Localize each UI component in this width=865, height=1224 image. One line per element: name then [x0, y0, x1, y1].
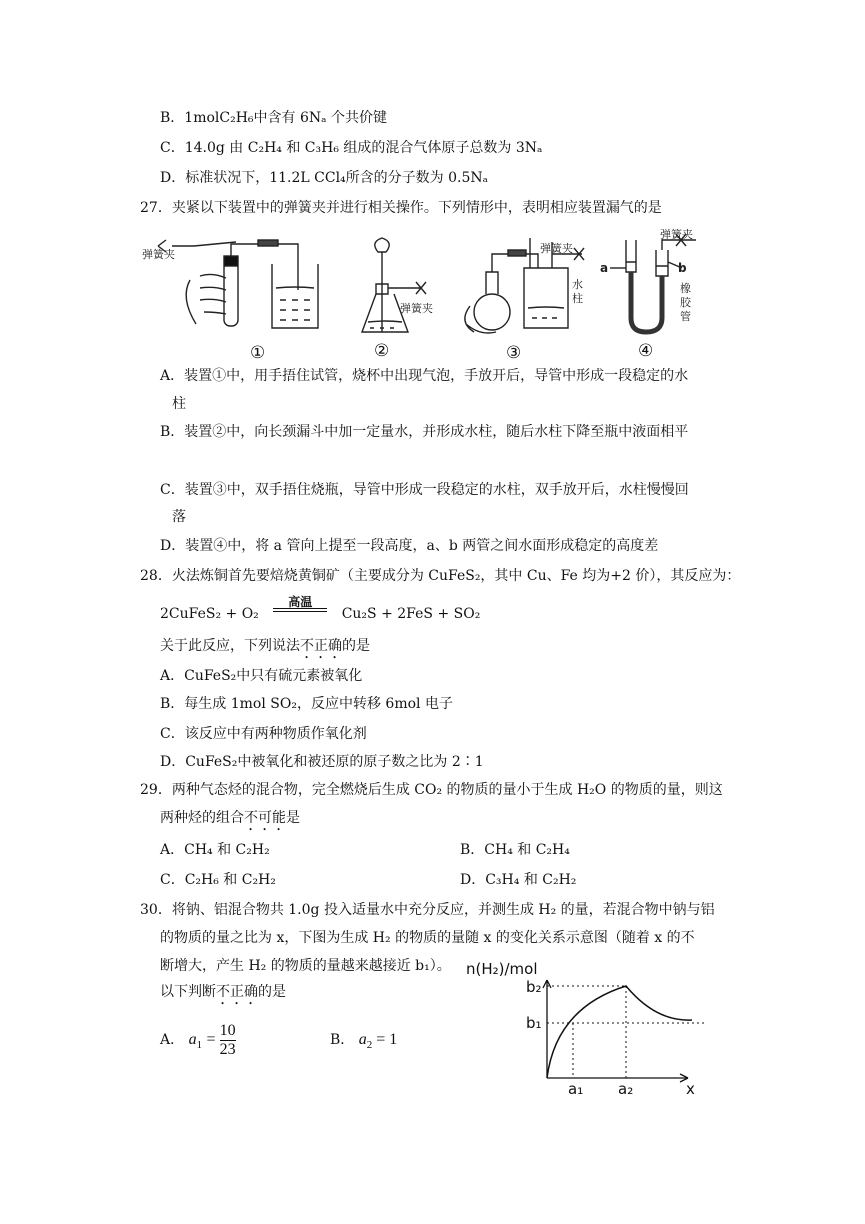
- device-number-2: ②: [374, 341, 390, 361]
- fraction-denominator: 23: [219, 1040, 236, 1058]
- q30-ask: [160, 982, 286, 1008]
- clip-label-2: 弹簧夹: [400, 302, 433, 315]
- q30-ask-text: 以下判断: [160, 984, 216, 1000]
- q28-equation: [160, 595, 481, 624]
- q28-option-c: C．该反应中有两种物质作氧化剂: [160, 726, 367, 742]
- q30-option-b: [330, 1018, 397, 1067]
- tube-a-label: a: [600, 261, 609, 275]
- q30-option-b-sub: 2: [366, 1038, 373, 1051]
- graph-a2-label: a₂: [618, 1080, 634, 1098]
- q30-option-b-var: a: [358, 1031, 367, 1048]
- device-number-3: ③: [506, 343, 522, 363]
- q30-option-b-label: B．: [330, 1032, 355, 1048]
- q29-option-c: C．C₂H₆ 和 C₂H₂: [160, 872, 276, 888]
- option-c-top: C．14.0g 由 C₂H₄ 和 C₃H₆ 组成的混合气体原子总数为 3Nₐ: [160, 140, 543, 156]
- q30-option-a-label: A．: [160, 1032, 185, 1048]
- q28-option-d: D．CuFeS₂中被氧化和被还原的原子数之比为 2∶1: [160, 754, 484, 770]
- graph-b2-label: b₂: [526, 978, 542, 996]
- device-number-4: ④: [638, 341, 654, 361]
- q30-stem-line3: 断增大，产生 H₂ 的物质的量越来越接近 b₁）。: [160, 958, 451, 974]
- rubber-tube-label-1: 橡: [680, 282, 691, 295]
- water-col-label-1: 水: [572, 278, 583, 291]
- q29-stem-emphasis: 不可能: [244, 810, 286, 826]
- device-1: [158, 240, 318, 328]
- equation-arrow: [263, 595, 337, 624]
- q28-ask: [160, 636, 370, 662]
- q27-option-a-line2: 柱: [172, 396, 186, 412]
- q30-option-a-eq: =: [206, 1031, 220, 1048]
- q28-option-a: A．CuFeS₂中只有硫元素被氧化: [160, 668, 363, 684]
- q30-ask-emphasis: 不正确: [216, 984, 258, 1000]
- device-number-1: ①: [250, 343, 266, 363]
- q30-option-a-sub: 1: [196, 1038, 203, 1051]
- device-2: [362, 238, 426, 332]
- rubber-tube-label-2: 胶: [680, 296, 691, 309]
- equation-products: Cu₂S + 2FeS + SO₂: [341, 606, 481, 622]
- q27-option-d: D．装置④中，将 a 管向上提至一段高度，a、b 两管之间水面形成稳定的高度差: [160, 538, 659, 554]
- graph-x-label: x: [686, 1080, 695, 1098]
- q30-stem-line2: 的物质的量之比为 x，下图为生成 H₂ 的物质的量随 x 的变化关系示意图（随着 x 的不: [160, 930, 695, 946]
- q28-option-b: B．每生成 1mol SO₂，反应中转移 6mol 电子: [160, 696, 453, 712]
- rubber-tube-label-3: 管: [680, 310, 691, 323]
- q27-option-a-line1: A．装置①中，用手捂住试管，烧杯中出现气泡，手放开后，导管中形成一段稳定的水: [160, 368, 689, 384]
- h2-curve: [547, 986, 692, 1078]
- q28-ask-emphasis: 不正确: [300, 638, 342, 654]
- clip-label-4: 弹簧夹: [660, 228, 693, 241]
- q27-option-c-line2: 落: [172, 509, 186, 525]
- graph-a1-label: a₁: [568, 1080, 584, 1098]
- q30-option-a-var: a: [188, 1031, 197, 1048]
- q29-option-b: B．CH₄ 和 C₂H₄: [460, 842, 570, 858]
- q30-option-a: [160, 1018, 236, 1067]
- q29-stem-end: 是: [286, 810, 300, 826]
- equation-condition: 高温: [288, 595, 313, 609]
- q27-option-c-line1: C．装置③中，双手捂住烧瓶，导管中形成一段稳定的水柱，双手放开后，水柱慢慢回: [160, 482, 689, 498]
- equation-reactants: 2CuFeS₂ + O₂: [160, 606, 259, 622]
- water-col-label-2: 柱: [572, 292, 583, 305]
- q30-stem-line1: 30．将钠、铝混合物共 1.0g 投入适量水中充分反应，并测生成 H₂ 的量，若混合物中钠与铝: [140, 902, 715, 918]
- q27-stem: 27．夹紧以下装置中的弹簧夹并进行相关操作。下列情形中，表明相应装置漏气的是: [140, 200, 662, 216]
- q27-apparatus-figure: [140, 228, 720, 368]
- option-b-top: B．1molC₂H₆中含有 6Nₐ 个共价键: [160, 110, 387, 126]
- fraction-numerator: 10: [219, 1021, 236, 1039]
- q30-graph: [460, 950, 710, 1100]
- clip-label-3: 弹簧夹: [540, 242, 573, 255]
- graph-y-label: n(H₂)/mol: [466, 960, 538, 978]
- tube-b-label: b: [678, 261, 687, 275]
- q28-ask-text: 关于此反应，下列说法: [160, 638, 300, 654]
- q29-option-d: D．C₃H₄ 和 C₂H₂: [460, 872, 577, 888]
- q30-option-b-eq: = 1: [372, 1031, 398, 1048]
- q29-option-a: A．CH₄ 和 C₂H₂: [160, 842, 270, 858]
- graph-b1-label: b₁: [526, 1014, 542, 1032]
- q28-ask-end: 的是: [342, 638, 370, 654]
- q29-stem-line2: [160, 808, 300, 834]
- q30-option-a-fraction: [220, 1022, 236, 1059]
- q28-stem: 28．火法炼铜首先要焙烧黄铜矿（主要成分为 CuFeS₂，其中 Cu、Fe 均为+2 价），其反应为：: [140, 568, 741, 584]
- q30-ask-end: 的是: [258, 984, 286, 1000]
- q29-stem-text: 两种烃的组合: [160, 810, 244, 826]
- clip-label-1: 弹簧夹: [142, 248, 175, 261]
- q27-option-b: B．装置②中，向长颈漏斗中加一定量水，并形成水柱，随后水柱下降至瓶中液面相平: [160, 424, 689, 440]
- option-d-top: D．标准状况下，11.2L CCl₄所含的分子数为 0.5Nₐ: [160, 170, 489, 186]
- q29-stem-line1: 29．两种气态烃的混合物，完全燃烧后生成 CO₂ 的物质的量小于生成 H₂O 的物质的量，则这: [140, 782, 723, 798]
